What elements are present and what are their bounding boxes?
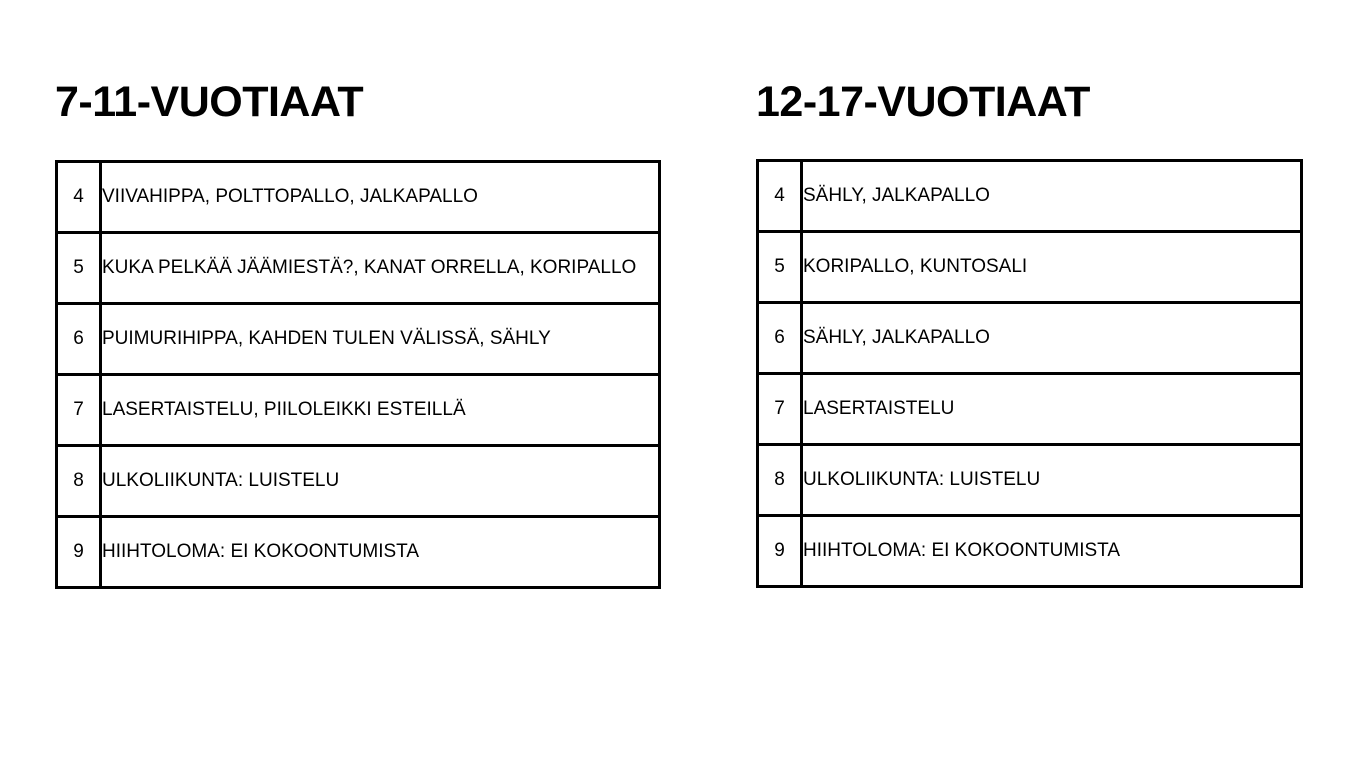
activity-cell: SÄHLY, JALKAPALLO	[802, 303, 1302, 374]
activity-cell: ULKOLIIKUNTA: LUISTELU	[802, 445, 1302, 516]
activity-cell: LASERTAISTELU	[802, 374, 1302, 445]
section-heading: 7-11-VUOTIAAT	[55, 78, 364, 126]
week-number: 8	[57, 446, 101, 517]
week-number: 7	[57, 375, 101, 446]
table-row	[57, 517, 660, 588]
table-row	[758, 303, 1302, 374]
week-number: 6	[57, 304, 101, 375]
activity-cell: HIIHTOLOMA: EI KOKOONTUMISTA	[101, 517, 660, 588]
table-row	[758, 445, 1302, 516]
table-row	[57, 446, 660, 517]
table-row	[758, 161, 1302, 232]
schedule-table	[55, 160, 661, 589]
week-number: 4	[57, 162, 101, 233]
activity-cell: LASERTAISTELU, PIILOLEIKKI ESTEILLÄ	[101, 375, 660, 446]
section-heading: 12-17-VUOTIAAT	[756, 78, 1090, 126]
table-row	[758, 232, 1302, 303]
activity-cell: ULKOLIIKUNTA: LUISTELU	[101, 446, 660, 517]
week-number: 7	[758, 374, 802, 445]
table-row	[57, 233, 660, 304]
week-number: 9	[758, 516, 802, 587]
activity-cell: SÄHLY, JALKAPALLO	[802, 161, 1302, 232]
activity-cell: KUKA PELKÄÄ JÄÄMIESTÄ?, KANAT ORRELLA, KORIPALLO	[101, 233, 660, 304]
week-number: 6	[758, 303, 802, 374]
activity-cell: KORIPALLO, KUNTOSALI	[802, 232, 1302, 303]
table-row	[57, 304, 660, 375]
week-number: 9	[57, 517, 101, 588]
week-number: 8	[758, 445, 802, 516]
table-row	[758, 374, 1302, 445]
table-row	[57, 375, 660, 446]
activity-cell: PUIMURIHIPPA, KAHDEN TULEN VÄLISSÄ, SÄHLY	[101, 304, 660, 375]
week-number: 5	[57, 233, 101, 304]
week-number: 5	[758, 232, 802, 303]
table-row	[57, 162, 660, 233]
schedule-table	[756, 159, 1303, 588]
activity-cell: HIIHTOLOMA: EI KOKOONTUMISTA	[802, 516, 1302, 587]
week-number: 4	[758, 161, 802, 232]
activity-cell: VIIVAHIPPA, POLTTOPALLO, JALKAPALLO	[101, 162, 660, 233]
table-row	[758, 516, 1302, 587]
